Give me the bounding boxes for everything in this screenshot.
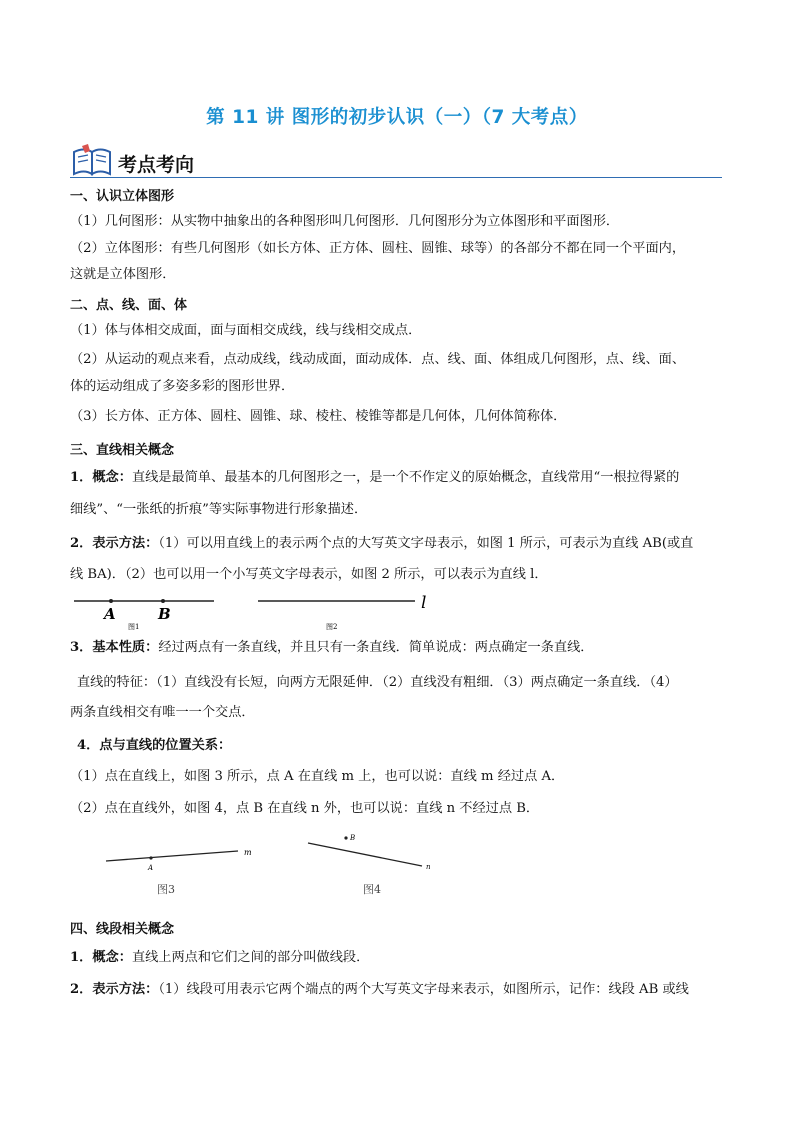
fig4-line-n (308, 843, 422, 866)
fig4-caption: 图4 (363, 883, 381, 896)
s3-position-p2: （2）点在直线外，如图 4，点 B 在直线 n 外，也可以说：直线 n 不经过点 B． (70, 801, 540, 816)
fig3-caption: 图3 (157, 883, 175, 896)
s3-features-b: 两条直线相交有唯一一个交点． (70, 705, 255, 720)
fig3-point-a (149, 856, 152, 859)
s3-property-label: 3．基本性质： (70, 640, 159, 655)
section-header-label: 考点考向 (118, 154, 195, 176)
s3-features-a: 直线的特征：（1）直线没有长短，向两方无限延伸．（2）直线没有粗细．（3）两点确定一条直线．（4） (77, 675, 678, 690)
book-icon (70, 142, 114, 178)
fig1-label-a: A (104, 605, 116, 623)
figure-2 (250, 592, 440, 632)
s3-notation-label: 2．表示方法： (70, 536, 159, 551)
fig2-label-l: l (421, 593, 427, 613)
fig1-point-a (109, 599, 113, 603)
s3-property-line (70, 639, 594, 657)
s1-paragraph-1: （1）几何图形：从实物中抽象出的各种图形叫几何图形．几何图形分为立体图形和平面图形． (70, 214, 620, 229)
s3-notation-line-a (70, 535, 693, 553)
fig4-label-b: B (350, 834, 356, 842)
fig4-label-n: n (426, 863, 431, 871)
s3-property-text: 经过两点有一条直线，并且只有一条直线．简单说成：两点确定一条直线． (158, 640, 594, 655)
s3-notation-text-b: 线 BA)．（2）也可以用一个小写英文字母表示，如图 2 所示，可以表示为直线 l． (70, 567, 548, 582)
s3-concept-label: 1．概念： (70, 470, 132, 485)
s3-position-heading: 4．点与直线的位置关系： (77, 738, 232, 753)
header-divider (70, 177, 722, 178)
s4-concept-label: 1．概念： (70, 950, 132, 965)
s3-position-p1: （1）点在直线上，如图 3 所示，点 A 在直线 m 上，也可以说：直线 m 经过点 A． (70, 769, 565, 784)
fig2-caption: 图2 (326, 623, 338, 631)
s1-paragraph-2a: （2）立体图形：有些几何图形（如长方体、正方体、圆柱、圆锥、球等）的各部分不都在同一个平面内， (70, 241, 686, 256)
fig1-point-b (161, 599, 165, 603)
fig1-label-b: B (158, 605, 171, 623)
s3-concept-line-a (70, 469, 679, 487)
s3-concept-text-b: 细线”、“一张纸的折痕”等实际事物进行形象描述． (70, 502, 368, 517)
figure-4 (300, 830, 450, 898)
s4-concept-text: 直线上两点和它们之间的部分叫做线段． (131, 950, 370, 965)
section-heading-1: 一、认识立体图形 (70, 189, 175, 204)
s2-paragraph-2b: 体的运动组成了多姿多彩的图形世界． (70, 379, 295, 394)
section-heading-2: 二、点、线、面、体 (70, 298, 188, 313)
fig1-caption: 图1 (128, 623, 140, 631)
section-heading-4: 四、线段相关概念 (70, 922, 175, 937)
s4-notation-text: （1）线段可用表示它两个端点的两个大写英文字母来表示，如图所示，记作：线段 AB 或线 (158, 982, 689, 997)
s2-paragraph-3: （3）长方体、正方体、圆柱、圆锥、球、棱柱、棱锥等都是几何体，几何体简称体． (70, 409, 567, 424)
page-title: 第 11 讲 图形的初步认识（一）（7 大考点） (206, 107, 588, 128)
fig3-line-m (106, 851, 238, 861)
fig3-label-a: A (148, 864, 154, 872)
s1-paragraph-2b: 这就是立体图形． (70, 267, 176, 282)
s2-paragraph-2a: （2）从运动的观点来看，点动成线，线动成面，面动成体．点、线、面、体组成几何图形，点、线、面、 (70, 352, 686, 367)
s4-notation-label: 2．表示方法： (70, 982, 159, 997)
fig3-label-m: m (244, 848, 252, 857)
figure-1 (70, 592, 230, 632)
s4-concept-line (70, 949, 369, 967)
s2-paragraph-1: （1）体与体相交成面，面与面相交成线，线与线相交成点． (70, 323, 422, 338)
s3-notation-text-a: （1）可以用直线上的表示两个点的大写英文字母表示，如图 1 所示，可表示为直线 AB(或直 (158, 536, 694, 551)
fig4-point-b (344, 836, 347, 839)
section-heading-3: 三、直线相关概念 (70, 443, 175, 458)
figure-3 (100, 840, 270, 898)
s4-notation-line (70, 981, 689, 999)
s3-concept-text-a: 直线是最简单、最基本的几何图形之一，是一个不作定义的原始概念，直线常用“一根拉得紧的 (131, 470, 680, 485)
